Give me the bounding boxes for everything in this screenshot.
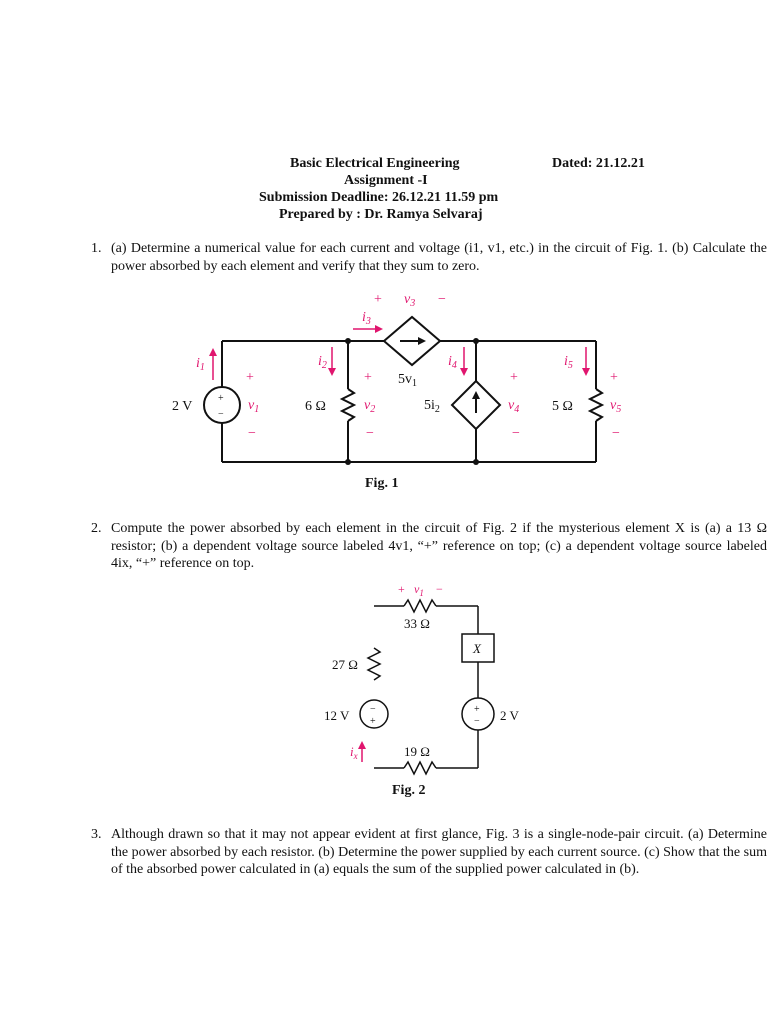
figure-1-circuit <box>160 285 640 470</box>
source-12v-label: 12 V <box>324 708 350 723</box>
resistor-33-ohm-label: 33 Ω <box>404 616 430 631</box>
resistor-27-ohm-label: 27 Ω <box>332 657 358 672</box>
resistor-5-ohm-label: 5 Ω <box>552 399 573 414</box>
ix-label: $i_x$ <box>350 744 358 761</box>
v3-plus: + <box>374 292 382 307</box>
dep-voltage-label: $5v_1$ <box>398 372 417 389</box>
question-2 <box>91 520 767 574</box>
fig2-v1-label: $v_1$ <box>414 582 424 598</box>
v1-label: $v_1$ <box>248 398 260 415</box>
figure-1-caption: Fig. 1 <box>365 476 399 491</box>
i1-label: $i_1$ <box>196 356 205 373</box>
element-x-label: X <box>473 641 481 656</box>
dated-label: Dated: 21.12.21 <box>552 156 645 171</box>
question-1 <box>91 240 767 276</box>
v5-minus: − <box>612 426 620 441</box>
i2-label: $i_2$ <box>318 354 327 371</box>
fig2-v1-minus: − <box>436 582 443 596</box>
v3-minus: − <box>438 292 446 307</box>
i5-label: $i_5$ <box>564 354 573 371</box>
source-plus: + <box>218 393 224 404</box>
source-2v-label: 2 V <box>500 708 519 723</box>
question-text: (a) Determine a numerical value for each current and voltage (i1, v1, etc.) in the circuit of Fig. 1. (b) Calculate the power absorbed by each element and verify that they sum to zero. <box>111 241 767 274</box>
figure-2-circuit <box>300 578 540 778</box>
v4-plus: + <box>510 370 518 385</box>
question-number: 3. <box>91 827 102 842</box>
v2-plus: + <box>364 370 372 385</box>
prepared-by: Prepared by : Dr. Ramya Selvaraj <box>279 207 483 222</box>
course-title: Basic Electrical Engineering <box>290 156 460 171</box>
i3-label: $i_3$ <box>362 310 371 327</box>
question-3 <box>91 826 767 898</box>
resistor-6-ohm-label: 6 Ω <box>305 399 326 414</box>
question-text: Compute the power absorbed by each element in the circuit of Fig. 2 if the mysterious element X is (a) a 13 Ω resistor; (b) a dependent voltage source labeled 4v1, “+” reference on top; (c) a dependent voltage source labeled 4ix, “+” reference on top. <box>111 521 767 571</box>
question-text: Although drawn so that it may not appear evident at first glance, Fig. 3 is a single-node-pair circuit. (a) Determine the power absorbed by each resistor. (b) Determine the power supplied by each current source. (c) Show that the sum of the absorbed power calculated in (a) equals the sum of the supplied power calculated in (b). <box>111 827 767 877</box>
submission-deadline: Submission Deadline: 26.12.21 11.59 pm <box>259 190 499 205</box>
source-2v-plus: + <box>474 704 480 715</box>
v1-minus: − <box>248 426 256 441</box>
v1-plus: + <box>246 370 254 385</box>
source-12v-plus: + <box>370 716 376 727</box>
v2-minus: − <box>366 426 374 441</box>
source-2v-minus: − <box>474 716 480 727</box>
v5-plus: + <box>610 370 618 385</box>
v5-label: $v_5$ <box>610 398 622 415</box>
source-12v-minus: − <box>370 704 376 715</box>
question-number: 2. <box>91 521 102 536</box>
dep-current-label: $5i_2$ <box>424 398 440 415</box>
source-2v-label: 2 V <box>172 399 193 414</box>
v4-minus: − <box>512 426 520 441</box>
i4-label: $i_4$ <box>448 354 457 371</box>
v3-label: $v_3$ <box>404 292 416 309</box>
v2-label: $v_2$ <box>364 398 376 415</box>
v4-label: $v_4$ <box>508 398 520 415</box>
source-minus: − <box>218 409 224 420</box>
figure-2-caption: Fig. 2 <box>392 783 426 798</box>
question-number: 1. <box>91 241 102 256</box>
fig2-v1-plus: + <box>398 582 405 596</box>
resistor-19-ohm-label: 19 Ω <box>404 744 430 759</box>
assignment-title: Assignment -I <box>344 173 428 188</box>
